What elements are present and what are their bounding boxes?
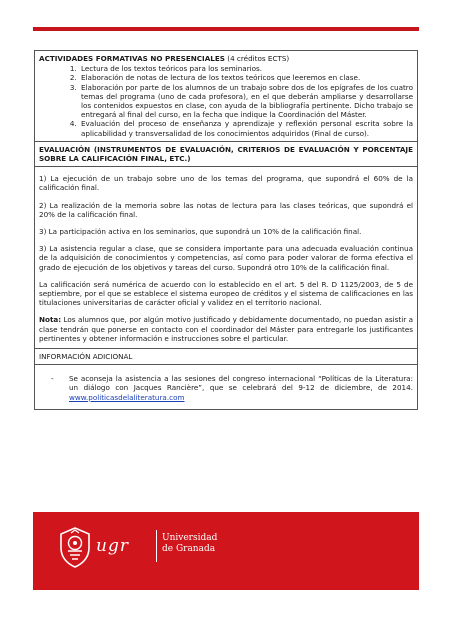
evaluation-title: EVALUACIÓN (INSTRUMENTOS DE EVALUACIÓN, CRITERIOS DE EVALUACIÓN Y PORCENTAJE SOBRE LA CALIFICACIÓN FINAL, ETC.) [39, 144, 413, 164]
list-item: 2. Elaboración de notas de lectura de los textos teóricos que leeremos en clase. [79, 73, 413, 82]
activities-list [39, 64, 413, 138]
additional-list [39, 374, 413, 402]
additional-heading-row [35, 349, 417, 365]
university-name [162, 533, 217, 555]
university-line-2: de Granada [162, 544, 216, 554]
activities-section [35, 51, 417, 142]
evaluation-note [39, 315, 413, 343]
additional-section [35, 365, 417, 409]
footer-banner [33, 512, 419, 590]
list-item: 3. Elaboración por parte de los alumnos de un trabajo sobre dos de los epígrafes de los cuatro temas del programa (uno de cada profesora), en el que deberán ampliarse y desarrollarse los contenidos expuestos en clase, con ayuda de la bibliografía pertinente. Dicho trabajo se entregará al final del curso, en la fecha que indique la Coordinación del Máster. [79, 83, 413, 120]
evaluation-heading-row [35, 142, 417, 167]
evaluation-section [35, 167, 417, 349]
additional-title: INFORMACIÓN ADICIONAL [39, 352, 133, 362]
list-item [65, 374, 413, 402]
syllabus-table [34, 50, 418, 410]
note-text: Los alumnos que, por algún motivo justificado y debidamente documentado, no puedan asistir a clase tendrán que ponerse en contacto con el coordinador del Máster para entregarle los justificantes pertinentes y obtener información e instrucciones sobre el particular. [39, 315, 413, 343]
activities-credits: (4 créditos ECTS) [227, 54, 290, 63]
university-line-1: Universidad [162, 533, 218, 543]
evaluation-paragraph-1: 1) La ejecución de un trabajo sobre uno de los temas del programa, que supondrá el 60% de la calificación final. [39, 174, 413, 193]
logo-divider [156, 530, 157, 562]
evaluation-paragraph-3: 3) La participación activa en los seminarios, que supondrá un 10% de la calificación final. [39, 227, 362, 237]
university-seal-icon [57, 526, 93, 568]
evaluation-paragraph-5: La calificación será numérica de acuerdo con lo establecido en el art. 5 del R. D 1125/2003, de 5 de septiembre, por el que se establece el sistema europeo de créditos y el sistema de calificaciones en las titulaciones universitarias de carácter oficial y validez en el territorio nacional. [39, 279, 413, 308]
activities-title: ACTIVIDADES FORMATIVAS NO PRESENCIALES [39, 54, 225, 63]
congress-link[interactable]: www.politicasdelaliteratura.com [69, 392, 185, 402]
ugr-logo-text: ugr [96, 536, 129, 556]
evaluation-paragraph-4: 3) La asistencia regular a clase, que se considera importante para una adecuada evaluación continua de la adquisición de conocimientos y competencias, así como para poder valorar de forma efectiva el grado de ejecución de los objetivos y tareas del curso. Supondrá otro 10% de la calificación final. [39, 244, 413, 272]
list-item: 1. Lectura de los textos teóricos para los seminarios. [79, 64, 413, 73]
congress-text: Se aconseja la asistencia a las sesiones del congreso internacional “Políticas de la Literatura: un diálogo con Jacques Rancière”, que se celebrará del 9-12 de diciembre, de 2014. [69, 374, 413, 393]
top-accent-bar [33, 27, 419, 31]
list-item: 4. Evaluación del proceso de enseñanza y aprendizaje y reflexión personal escrita sobre la aplicabilidad y transversalidad de los conocimientos adquiridos (Final de curso). [79, 119, 413, 137]
evaluation-paragraph-2: 2) La realización de la memoria sobre las notas de lectura para las clases teóricas, que supondrá el 20% de la calificación final. [39, 200, 413, 219]
note-label: Nota: [39, 315, 62, 325]
